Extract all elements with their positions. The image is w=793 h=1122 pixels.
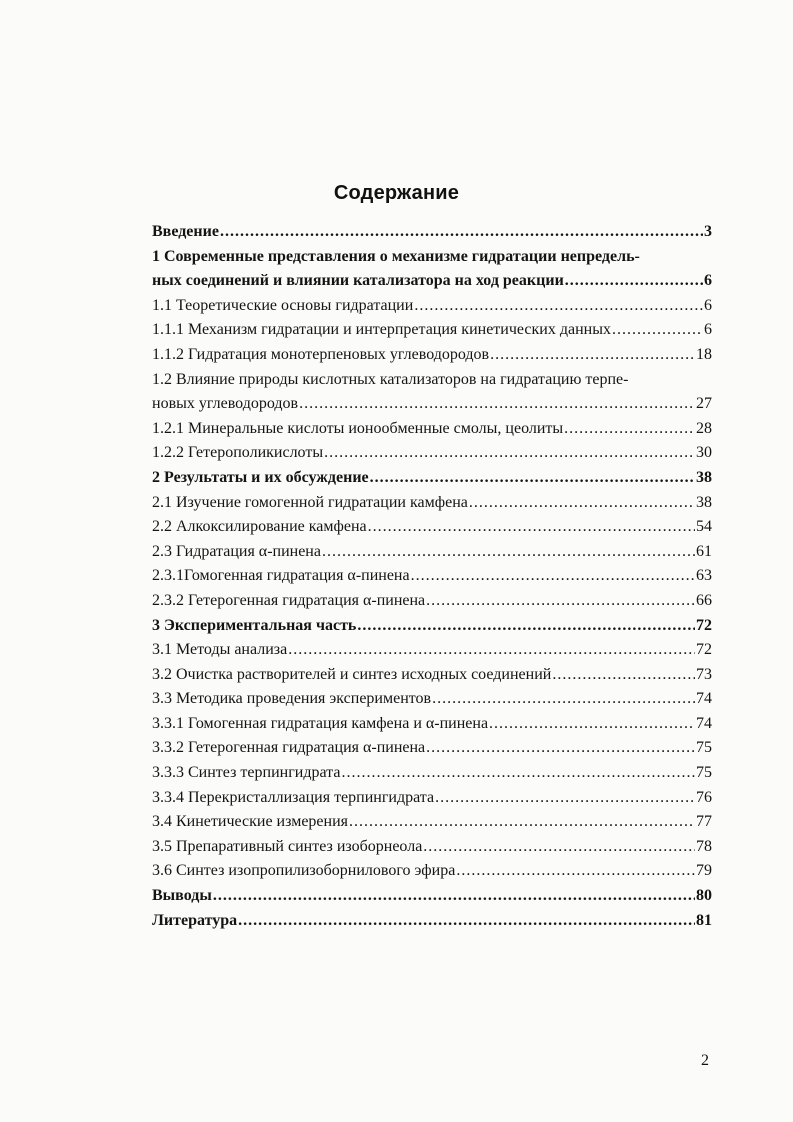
toc-leader-dots: [411, 564, 695, 589]
toc-leader-dots: [435, 786, 695, 811]
page-number: 2: [701, 1052, 709, 1069]
toc-entry-label: Выводы: [152, 887, 212, 905]
toc-entry: [152, 318, 712, 343]
toc-entry-page: 81: [696, 911, 712, 929]
toc-entry-page: 79: [696, 862, 712, 880]
toc-entry: [152, 687, 712, 712]
table-of-contents: [152, 220, 712, 933]
toc-entry-label: 3.1 Методы анализа: [152, 641, 288, 659]
toc-leader-dots: [324, 441, 695, 466]
toc-leader-dots: [426, 736, 695, 761]
toc-entry-page: 72: [696, 641, 712, 659]
toc-entry-label: 1.2.1 Минеральные кислоты ионообменные смолы, цеолиты: [152, 419, 564, 437]
toc-entry-page: 75: [696, 764, 712, 782]
toc-entry: [152, 909, 712, 934]
toc-entry-label: 2.2 Алкоксилирование камфена: [152, 518, 367, 536]
toc-entry-page: 78: [696, 837, 712, 855]
toc-entry: [152, 269, 712, 294]
toc-entry: [152, 392, 712, 417]
toc-entry: [152, 220, 712, 245]
toc-entry: [152, 638, 712, 663]
toc-entry: [152, 294, 712, 319]
toc-entry-page: 76: [696, 788, 712, 806]
toc-entry-page: 18: [696, 345, 712, 363]
toc-entry-label: 2 Результаты и их обсуждение: [152, 468, 369, 486]
toc-entry: [152, 540, 712, 565]
toc-entry-page: 6: [704, 272, 712, 290]
toc-leader-dots: [564, 417, 695, 442]
toc-leader-dots: [432, 687, 695, 712]
toc-leader-dots: [299, 392, 695, 417]
toc-entry-page: 54: [696, 518, 712, 536]
toc-entry-label: 2.3 Гидратация α-пинена: [152, 542, 321, 560]
toc-entry-page: 73: [696, 665, 712, 683]
toc-entry-page: 74: [696, 690, 712, 708]
toc-leader-dots: [341, 761, 695, 786]
toc-entry: [152, 515, 712, 540]
toc-leader-dots: [357, 614, 695, 639]
toc-entry: [152, 712, 712, 737]
toc-entry-label: 1.1.2 Гидратация монотерпеновых углеводородов: [152, 345, 490, 363]
toc-entry-label: 2.1 Изучение гомогенной гидратации камфена: [152, 493, 468, 511]
toc-entry: [152, 564, 712, 589]
toc-entry: [152, 466, 712, 491]
toc-entry-label: ных соединений и влиянии катализатора на ход реакции: [152, 272, 564, 290]
toc-leader-dots: [288, 638, 695, 663]
toc-entry: [152, 343, 712, 368]
toc-entry: [152, 810, 712, 835]
toc-entry-label: 2.3.2 Гетерогенная гидратация α-пинена: [152, 591, 426, 609]
toc-entry-label: новых углеводородов: [152, 395, 299, 413]
toc-leader-dots: [426, 589, 695, 614]
toc-entry-label: 3.3.3 Синтез терпингидрата: [152, 764, 341, 782]
page-title: Содержание: [333, 182, 460, 204]
toc-entry-page: 61: [696, 542, 712, 560]
toc-leader-dots: [368, 515, 695, 540]
toc-entry-label: 1.1.1 Механизм гидратации и интерпретация кинетических данных: [152, 321, 611, 339]
toc-entry-page: 72: [696, 616, 712, 634]
toc-leader-dots: [220, 220, 703, 245]
toc-entry-label: 1.2.2 Гетерополикислоты: [152, 444, 324, 462]
toc-entry-label: 2.3.1Гомогенная гидратация α-пинена: [152, 567, 410, 585]
toc-entry-page: 28: [696, 419, 712, 437]
toc-entry: [152, 736, 712, 761]
toc-leader-dots: [565, 269, 703, 294]
toc-entry: [152, 884, 712, 909]
toc-entry-label: Введение: [152, 223, 219, 240]
toc-leader-dots: [612, 318, 703, 343]
toc-entry-page: 6: [704, 321, 712, 339]
toc-entry-page: 38: [696, 468, 712, 486]
toc-entry: [152, 859, 712, 884]
toc-entry-page: 3: [704, 223, 712, 240]
toc-leader-dots: [423, 835, 695, 860]
toc-entry-page: 80: [696, 887, 712, 905]
toc-entry-page: 6: [704, 296, 712, 314]
toc-entry-label: Литература: [152, 911, 238, 929]
toc-entry-label: 3.4 Кинетические измерения: [152, 813, 349, 831]
toc-entry-page: 63: [696, 567, 712, 585]
toc-entry: [152, 589, 712, 614]
toc-leader-dots: [469, 491, 695, 516]
toc-leader-dots: [552, 663, 695, 688]
toc-leader-dots: [489, 712, 695, 737]
toc-entry-label: 3.3.2 Гетерогенная гидратация α-пинена: [152, 739, 426, 757]
toc-leader-dots: [238, 909, 695, 934]
toc-leader-dots: [490, 343, 695, 368]
toc-entry-label: 3.3.1 Гомогенная гидратация камфена и α-пинена: [152, 714, 489, 732]
toc-entry: [152, 491, 712, 516]
toc-leader-dots: [414, 294, 703, 319]
toc-entry-label: 3.3.4 Перекристаллизация терпингидрата: [152, 788, 435, 806]
toc-entry-label: 3.2 Очистка растворителей и синтез исходных соединений: [152, 665, 552, 683]
toc-leader-dots: [456, 859, 695, 884]
toc-entry-line: 1 Современные представления о механизме гидратации непредель-: [152, 247, 640, 265]
toc-entry-label: 1.1 Теоретические основы гидратации: [152, 296, 414, 314]
toc-entry-label: 3.3 Методика проведения экспериментов: [152, 690, 432, 708]
toc-leader-dots: [370, 466, 695, 491]
toc-entry-label: 3.6 Синтез изопропилизоборнилового эфира: [152, 862, 456, 880]
toc-entry: [152, 417, 712, 442]
toc-entry-page: 38: [696, 493, 712, 511]
toc-entry: [152, 786, 712, 811]
toc-leader-dots: [322, 540, 695, 565]
toc-leader-dots: [213, 884, 695, 909]
toc-entry-page: 74: [696, 714, 712, 732]
toc-entry-page: 30: [696, 444, 712, 462]
toc-entry-line: 1.2 Влияние природы кислотных катализаторов на гидратацию терпе-: [152, 370, 629, 388]
toc-entry-page: 27: [696, 395, 712, 413]
toc-entry-label: 3.5 Препаративный синтез изоборнеола: [152, 837, 423, 855]
toc-entry-page: 77: [696, 813, 712, 831]
toc-entry: [152, 761, 712, 786]
toc-entry: [152, 614, 712, 639]
toc-leader-dots: [349, 810, 695, 835]
toc-entry: [152, 663, 712, 688]
toc-entry: [152, 835, 712, 860]
toc-entry: [152, 441, 712, 466]
toc-entry-page: 66: [696, 591, 712, 609]
toc-entry-label: 3 Экспериментальная часть: [152, 616, 357, 634]
toc-entry-page: 75: [696, 739, 712, 757]
